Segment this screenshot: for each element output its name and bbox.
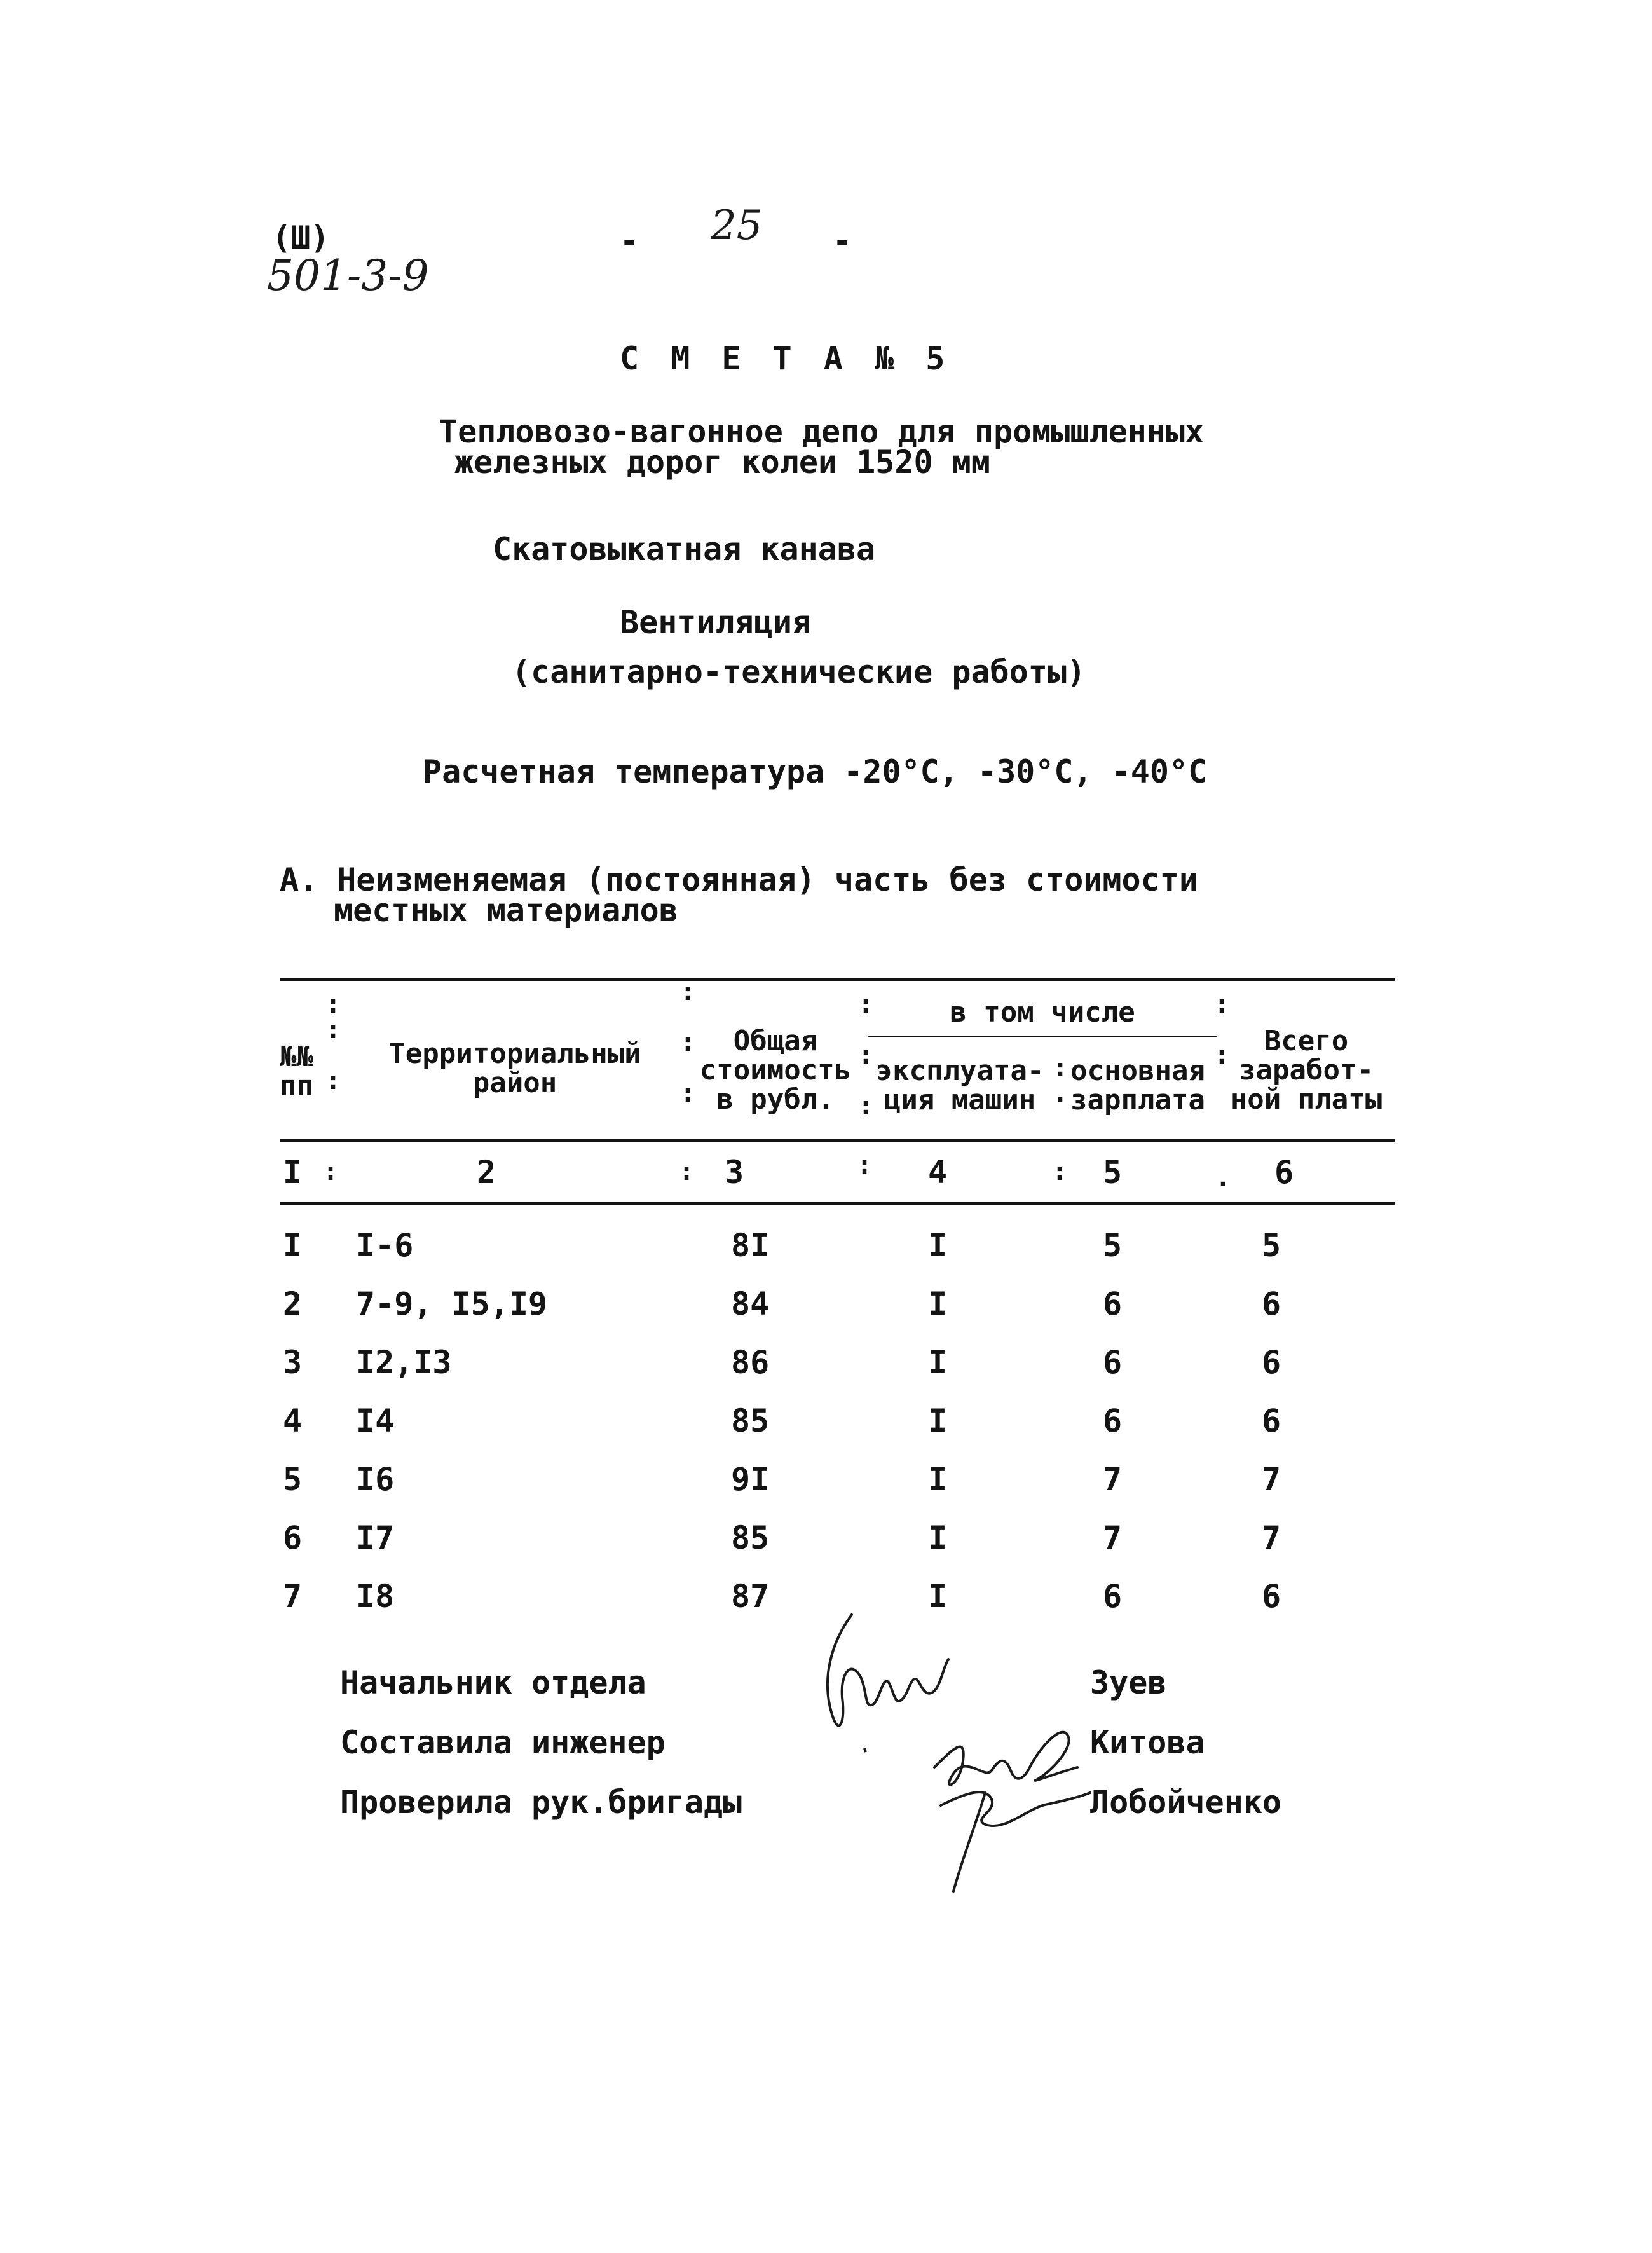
row-number: 2 (283, 1285, 303, 1322)
row-machine-operation: I (928, 1519, 948, 1556)
signature-name: Зуев (1090, 1664, 1167, 1701)
row-base-salary: 6 (1103, 1402, 1123, 1439)
signature-role: Начальник отдела (340, 1664, 646, 1701)
row-total-wages: 5 (1262, 1227, 1281, 1264)
row-total-cost: 84 (731, 1285, 770, 1322)
structure-title: Скатовыкатная канава (493, 531, 876, 568)
row-number: I (283, 1227, 303, 1264)
separator-4: : . (1053, 1053, 1068, 1108)
separator-1: : : : (325, 990, 341, 1095)
page-number-dash-right: - (833, 223, 852, 259)
col-number-sep-1: : (323, 1157, 339, 1186)
header-total-cost: Общая стоимость в рубл. (699, 1025, 852, 1116)
header-total-wages: Всего заработ- ной платы (1230, 1025, 1382, 1116)
col-numbers-rule (280, 1202, 1395, 1205)
header-bottom-rule (280, 1139, 1395, 1142)
estimate-heading: С М Е Т А № 5 (620, 340, 952, 377)
col-number-sep-3: : (857, 1151, 873, 1180)
handwritten-code: 501-3-9 (267, 251, 429, 300)
row-region: I8 (356, 1578, 395, 1615)
header-number: №№ пп (280, 1041, 313, 1102)
row-total-cost: 8I (731, 1227, 770, 1264)
row-region: I7 (356, 1519, 395, 1556)
row-base-salary: 6 (1103, 1285, 1123, 1322)
col-number-2: 2 (477, 1154, 496, 1191)
row-total-wages: 7 (1262, 1461, 1281, 1498)
signature-name: Лобойченко (1090, 1784, 1282, 1821)
col-number-sep-2: : (679, 1157, 695, 1186)
row-total-cost: 85 (731, 1519, 770, 1556)
row-region: 7-9, I5,I9 (356, 1285, 548, 1322)
row-total-wages: 6 (1262, 1578, 1281, 1615)
object-title-line2: железных дорог колеи 1520 мм (454, 444, 990, 481)
row-total-wages: 6 (1262, 1344, 1281, 1381)
row-base-salary: 6 (1103, 1344, 1123, 1381)
col-number-4: 4 (928, 1154, 948, 1191)
row-machine-operation: I (928, 1285, 948, 1322)
row-total-wages: 7 (1262, 1519, 1281, 1556)
header-region: Территориальный район (388, 1037, 641, 1099)
part-title-line2: местных материалов (334, 892, 678, 929)
row-base-salary: 7 (1103, 1461, 1123, 1498)
row-region: I2,I3 (356, 1344, 452, 1381)
row-machine-operation: I (928, 1344, 948, 1381)
row-base-salary: 5 (1103, 1227, 1123, 1264)
separator-2: : : : (680, 977, 696, 1108)
row-number: 6 (283, 1519, 303, 1556)
section-title: Вентиляция (620, 604, 812, 641)
header-including: в том числе (950, 996, 1135, 1029)
object-title-line1: Тепловозо-вагонное депо для промышленных (439, 413, 1205, 450)
separator-3: : : : (858, 990, 874, 1121)
col-number-sep-5: . (1215, 1163, 1231, 1193)
row-total-wages: 6 (1262, 1402, 1281, 1439)
separator-5: : : (1214, 990, 1230, 1070)
row-region: I6 (356, 1461, 395, 1498)
part-title-line1: А. Неизменяемая (постоянная) часть без стоимости (280, 861, 1198, 898)
signature-role: Проверила рук.бригады (340, 1784, 742, 1821)
row-number: 7 (283, 1578, 303, 1615)
row-machine-operation: I (928, 1402, 948, 1439)
row-number: 4 (283, 1402, 303, 1439)
row-total-wages: 6 (1262, 1285, 1281, 1322)
col-number-6: 6 (1274, 1154, 1294, 1191)
page-number: 25 (711, 202, 763, 249)
row-machine-operation: I (928, 1578, 948, 1615)
row-total-cost: 85 (731, 1402, 770, 1439)
handwritten-signature-2 (915, 1710, 1100, 1901)
row-region: I-6 (356, 1227, 414, 1264)
row-number: 5 (283, 1461, 303, 1498)
work-type: (санитарно-технические работы) (512, 654, 1086, 690)
row-machine-operation: I (928, 1461, 948, 1498)
header-base-salary: основная зарплата (1070, 1055, 1205, 1116)
col-number-sep-4: : (1052, 1157, 1068, 1186)
table-top-rule (280, 978, 1395, 981)
signature-name: Китова (1090, 1724, 1205, 1761)
design-temperature: Расчетная температура -20°С, -30°С, -40°С (423, 753, 1208, 790)
col-number-3: 3 (725, 1154, 744, 1191)
row-number: 3 (283, 1344, 303, 1381)
series-code: (Ш) (272, 219, 330, 256)
group-rule (868, 1036, 1217, 1037)
row-total-cost: 9I (731, 1461, 770, 1498)
row-base-salary: 7 (1103, 1519, 1123, 1556)
header-machine-operation: эксплуата- ция машин (875, 1055, 1044, 1116)
row-machine-operation: I (928, 1227, 948, 1264)
page-number-dash-left: - (620, 223, 639, 259)
signature-role: Составила инженер (340, 1724, 666, 1761)
row-total-cost: 87 (731, 1578, 770, 1615)
col-number-1: I (283, 1154, 303, 1191)
row-total-cost: 86 (731, 1344, 770, 1381)
row-region: I4 (356, 1402, 395, 1439)
row-base-salary: 6 (1103, 1578, 1123, 1615)
col-number-5: 5 (1103, 1154, 1123, 1191)
